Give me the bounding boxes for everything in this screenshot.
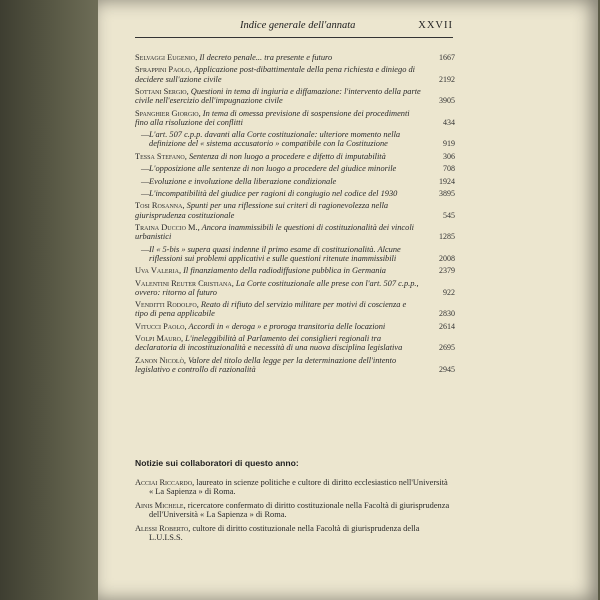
index-entry: Valentini Reuter Cristiana, La Corte costituzionale alle prese con l'art. 507 c.p.p., ovvero: ritorno al futuro 922 — [135, 278, 455, 297]
page-reference: 2614 — [439, 321, 455, 331]
page-reference: 919 — [443, 139, 455, 149]
index-entry: Vitucci Paolo, Accordi in « deroga » e proroga transitoria delle locazioni 2614 — [135, 321, 455, 331]
collaborator-note: Ainis Michele, ricercatore confermato di diritto costituzionale nella Facoltà di giurisprudenza dell'Università « La Sapienza » di Roma. — [135, 500, 450, 520]
page-reference: 2192 — [439, 74, 455, 84]
header-title: Indice generale dell'annata — [240, 20, 356, 31]
collaborators-list — [135, 478, 453, 546]
author-index — [135, 53, 455, 377]
index-entry: Venditti Rodolfo, Reato di rifiuto del servizio militare per motivi di coscienza e tipo di pena applicabile 2830 — [135, 300, 455, 319]
index-subentry: — L'opposizione alle sentenze di non luogo a procedere del giudice minorile 708 — [141, 164, 455, 174]
page-reference: 2830 — [439, 309, 455, 319]
page-reference: 1667 — [439, 53, 455, 62]
page-reference: 1924 — [439, 176, 455, 186]
index-entry: Tosi Rosanna, Spunti per una riflessione sui criteri di ragionevolezza nella giurisprudenza costituzionale 545 — [135, 201, 455, 220]
book-spine-shadow — [0, 0, 98, 600]
page-reference: 545 — [443, 210, 455, 220]
index-subentry: — Evoluzione e involuzione della liberazione condizionale 1924 — [141, 176, 455, 186]
index-entry: Sottani Sergio, Questioni in tema di ingiuria e diffamazione: l'intervento della parte civile nell'esercizio dell'impugnazione civile 3905 — [135, 86, 455, 106]
index-entry: Sfrappini Paolo, Applicazione post-dibattimentale della pena richiesta e diniego di decidere sull'azione civile 2192 — [135, 65, 455, 84]
index-entry: Spanghier Giorgio, In tema di omessa previsione di sospensione dei procedimenti fino alla risoluzione dei conflitti 434 — [135, 108, 455, 127]
page-reference: 2008 — [439, 253, 455, 263]
index-subentry: — L'incompatibilità del giudice per ragioni di congiugio nel codice del 1930 3895 — [141, 188, 455, 198]
index-entry: Selvaggi Eugenio, Il decreto penale... tra presente e futuro 1667 — [135, 53, 455, 62]
page-reference: 922 — [443, 287, 455, 297]
index-entry: Traina Duccio M., Ancora inammissibili le questioni di costituzionalità dei vincoli urbanistici 1285 — [135, 222, 455, 242]
index-entry: Uva Valeria, Il finanziamento della radiodiffusione pubblica in Germania 2379 — [135, 266, 455, 276]
index-entry: Tessa Stefano, Sentenza di non luogo a procedere e difetto di imputabilità 306 — [135, 151, 455, 161]
page-reference: 708 — [443, 164, 455, 174]
page-reference: 2379 — [439, 266, 455, 276]
header-page-number: XXVII — [418, 20, 453, 31]
page-reference: 1285 — [439, 232, 455, 242]
collaborator-note: Alessi Roberto, cultore di diritto costituzionale nella Facoltà di giurisprudenza della L.U.I.S.S. — [135, 523, 420, 543]
collaborators-heading: Notizie sui collaboratori di questo anno: — [135, 458, 299, 468]
collaborator-note: Acciai Riccardo, laureato in scienze politiche e cultore di diritto ecclesiastico nell'Università « La Sapienza » di Roma. — [135, 478, 448, 497]
page-reference: 434 — [443, 117, 455, 127]
index-subentry: — L'art. 507 c.p.p. davanti alla Corte costituzionale: ulteriore momento nella definizione del « sistema accusatorio » compatibile con la Costituzione 919 — [141, 130, 455, 149]
index-subentry: — Il « 5-bis » supera quasi indenne il primo esame di costituzionalità. Alcune riflessioni sui problemi applicativi e sulle questioni ritenute inammissibili 2008 — [141, 244, 455, 263]
page-reference: 2945 — [439, 364, 455, 374]
page-reference: 2695 — [439, 343, 455, 353]
index-entry: Zanon Nicolò, Valore del titolo della legge per la determinazione dell'intento legislativo e controllo di razionalità 2945 — [135, 355, 455, 374]
index-entry: Volpi Mauro, L'ineleggibilità al Parlamento dei consiglieri regionali tra declaratoria di incostituzionalità e necessità di una nuova disciplina legislativa 2695 — [135, 334, 455, 353]
page-reference: 3905 — [439, 96, 455, 106]
running-header — [135, 20, 453, 38]
page-reference: 3895 — [439, 188, 455, 198]
page-reference: 306 — [443, 151, 455, 161]
